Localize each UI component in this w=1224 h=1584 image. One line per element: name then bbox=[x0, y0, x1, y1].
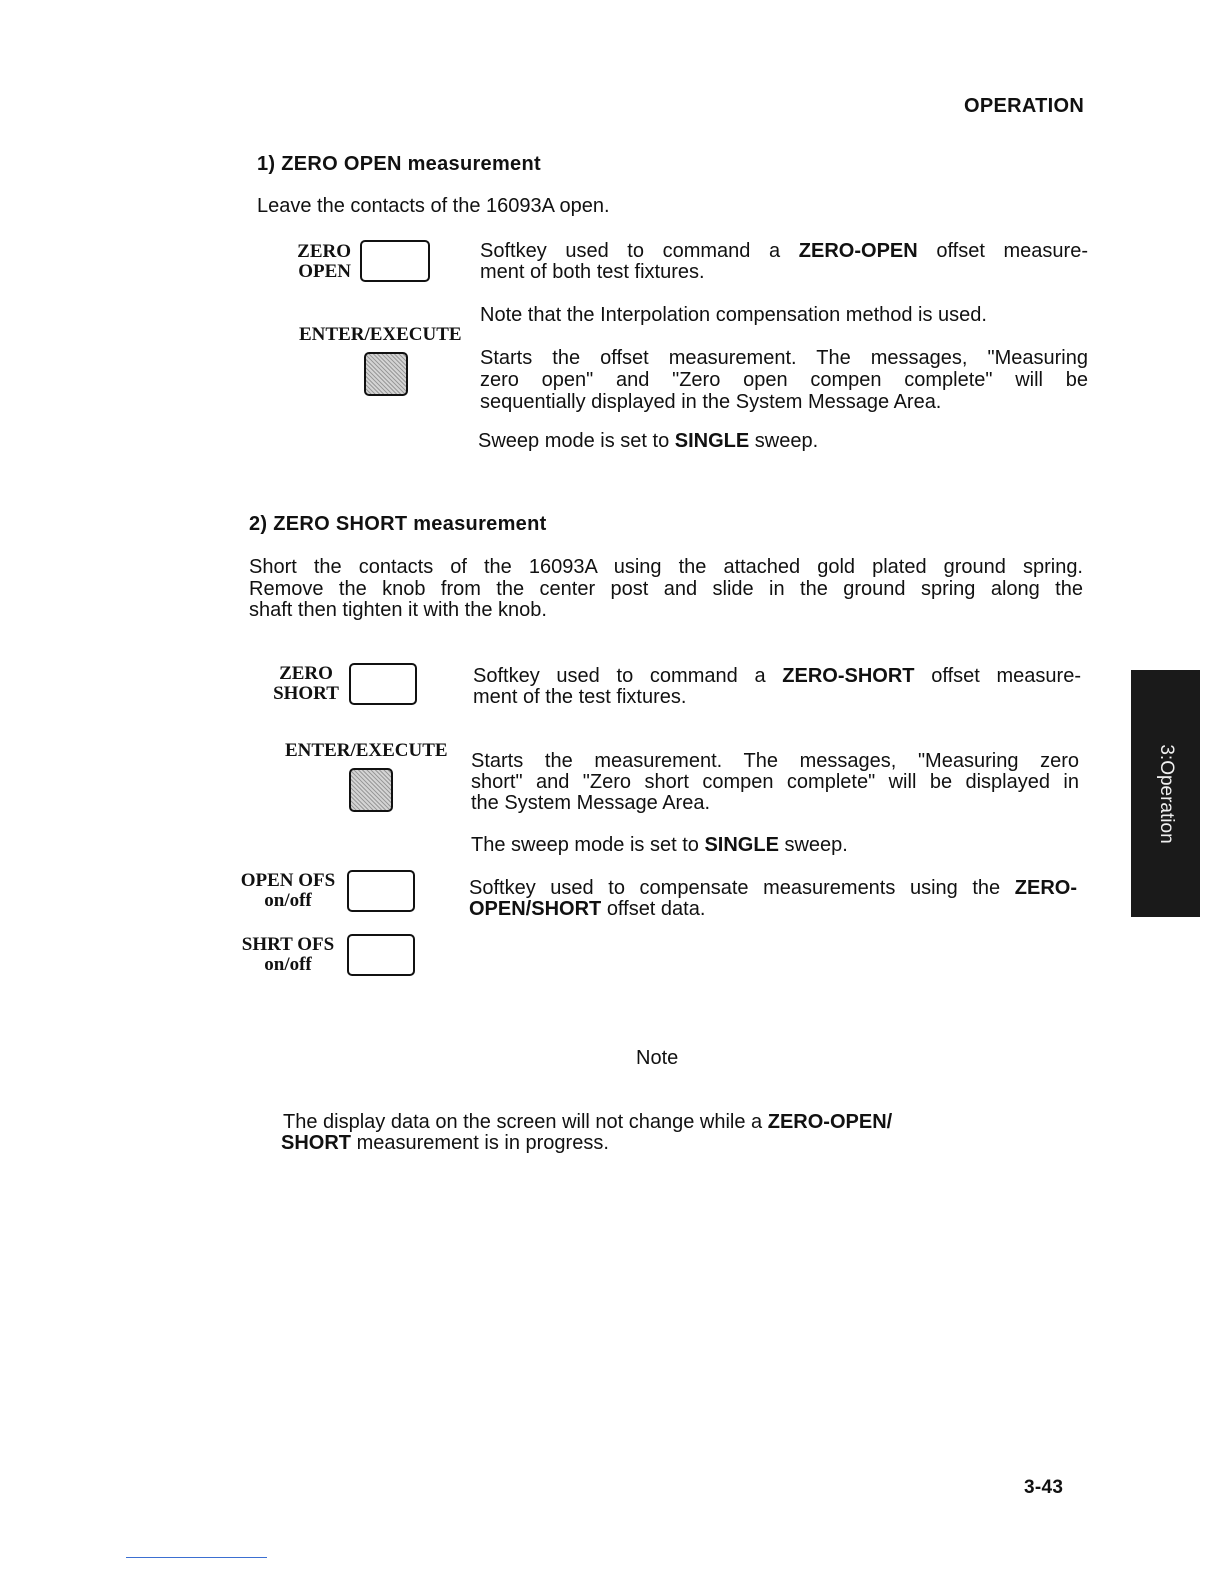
shrt-ofs-key-label bbox=[235, 935, 341, 975]
enter-execute-label-2: ENTER/EXECUTE bbox=[285, 740, 448, 761]
open-ofs-line2: on/off bbox=[264, 890, 312, 911]
enter-execute-key-1[interactable] bbox=[364, 352, 408, 396]
ofs-desc-line1: Softkey used to compensate measurements using the ZERO- bbox=[469, 877, 1078, 899]
footer-rule bbox=[126, 1557, 267, 1558]
zero-open-desc-line1: Softkey used to command a ZERO-OPEN offset measure- bbox=[480, 240, 1088, 262]
shrt-ofs-line2: on/off bbox=[264, 954, 312, 975]
zero-short-key-label bbox=[271, 664, 341, 704]
note-title: Note bbox=[636, 1047, 679, 1069]
ofs-desc-line2: OPEN/SHORT offset data. bbox=[469, 898, 706, 920]
note-line1: The display data on the screen will not change while a ZERO-OPEN/ bbox=[283, 1111, 893, 1133]
enter-desc-2-line1: Starts the measurement. The messages, "Measuring zero bbox=[471, 750, 1079, 772]
shrt-ofs-line1: SHRT OFS bbox=[241, 934, 335, 955]
zero-short-desc-line2: ment of the test fixtures. bbox=[473, 686, 687, 708]
section2-intro-line1: Short the contacts of the 16093A using the attached gold plated ground spring. bbox=[249, 556, 1083, 578]
section-header: OPERATION bbox=[964, 95, 1085, 117]
zero-short-softkey[interactable] bbox=[349, 663, 417, 705]
zero-open-key-label bbox=[297, 242, 351, 282]
enter-desc-1-line2: zero open" and "Zero open compen complete" will be bbox=[480, 369, 1088, 391]
zero-open-desc-line2: ment of both test fixtures. bbox=[480, 261, 705, 283]
interpolation-note: Note that the Interpolation compensation method is used. bbox=[480, 304, 987, 326]
enter-desc-1-line1: Starts the offset measurement. The messages, "Measuring bbox=[480, 347, 1088, 369]
enter-desc-2-line3: the System Message Area. bbox=[471, 792, 711, 814]
enter-desc-2-line2: short" and "Zero short compen complete" will be displayed in bbox=[471, 771, 1079, 793]
enter-execute-label-1: ENTER/EXECUTE bbox=[299, 324, 462, 345]
zero-short-key-line2: SHORT bbox=[273, 683, 339, 704]
zero-short-key-line1: ZERO bbox=[279, 663, 333, 684]
note-line2: SHORT measurement is in progress. bbox=[281, 1132, 609, 1154]
section1-heading: 1) ZERO OPEN measurement bbox=[257, 153, 541, 175]
chapter-tab bbox=[1131, 670, 1200, 917]
enter-execute-key-2[interactable] bbox=[349, 768, 393, 812]
zero-open-key-line1: ZERO bbox=[297, 241, 351, 262]
open-ofs-softkey[interactable] bbox=[347, 870, 415, 912]
zero-open-key-line2: OPEN bbox=[298, 261, 351, 282]
zero-open-softkey[interactable] bbox=[360, 240, 430, 282]
open-ofs-key-label bbox=[235, 871, 341, 911]
section2-intro-line3: shaft then tighten it with the knob. bbox=[249, 599, 547, 621]
section2-heading: 2) ZERO SHORT measurement bbox=[249, 513, 547, 535]
chapter-tab-label: 3:Operation bbox=[1155, 743, 1177, 844]
zero-short-desc-line1: Softkey used to command a ZERO-SHORT offset measure- bbox=[473, 665, 1081, 687]
page-number: 3-43 bbox=[1024, 1477, 1064, 1498]
enter-desc-1-line3: sequentially displayed in the System Message Area. bbox=[480, 391, 942, 413]
section2-intro-line2: Remove the knob from the center post and slide in the ground spring along the bbox=[249, 578, 1083, 600]
shrt-ofs-softkey[interactable] bbox=[347, 934, 415, 976]
section1-intro: Leave the contacts of the 16093A open. bbox=[257, 195, 610, 217]
sweep-mode-2: The sweep mode is set to SINGLE sweep. bbox=[471, 834, 848, 856]
sweep-mode-1: Sweep mode is set to SINGLE sweep. bbox=[478, 430, 819, 452]
open-ofs-line1: OPEN OFS bbox=[240, 870, 336, 891]
